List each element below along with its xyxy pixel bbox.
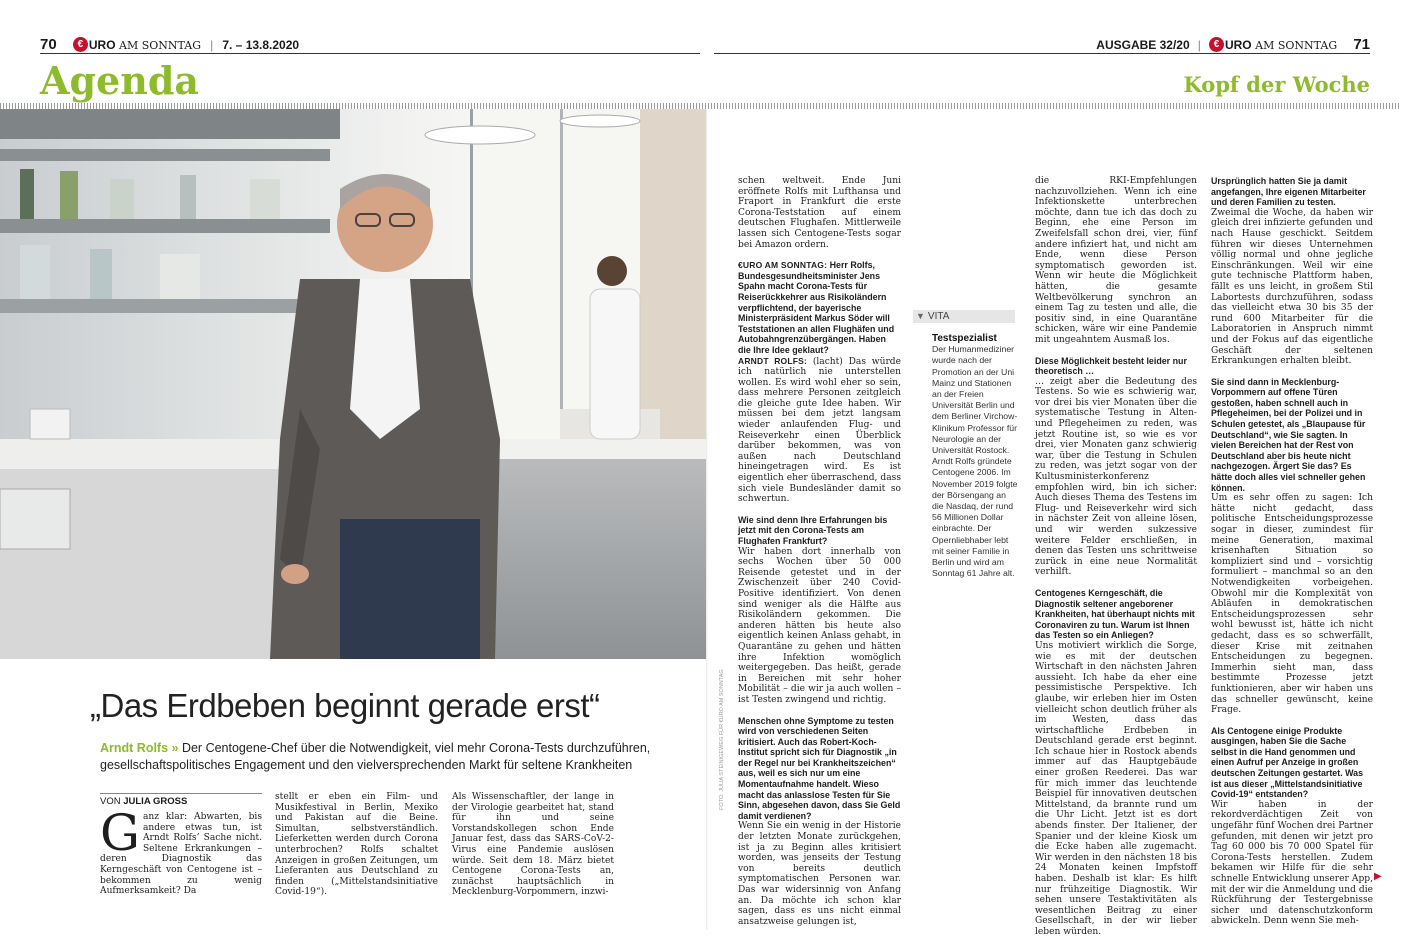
article-lead: Arndt Rolfs » Der Centogene-Chef über die Notwendigkeit, viel mehr Corona-Tests durchzuführen, gesellschaftspolitisches Engagement und den vielversprechenden Markt für seltene Krankheiten: [100, 741, 651, 772]
article-column-6: Ursprünglich hatten Sie ja damit angefangen, Ihre eigenen Mitarbeiter und deren Familien zu testen. Zweimal die Woche, da haben wir gleich drei infizierte gefunden und nach Hause geschickt. Seitdem führen wir dieses Unternehmen völlig normal und ohne jegliche Einschränkungen. Weil wir eine gute technische Plattform haben, fällt es uns leicht, in großem Stil Labortests durchzuführen, sodass das vielleicht etwa 30 bis 35 der rund 600 Mitarbeiter für die Laboratorien in Anspruch nimmt und der Fokus auf das eigentliche Geschäft der seltenen Erkrankungen erhalten bleibt. Sie sind dann in Mecklenburg-Vorpommern auf offene Türen gestoßen, haben schnell auch in Pflegeheimen, bei der Polizei und in Schulen getestet, als „Blaupause für Deutschland“, wie Sie sagten. In vielen Bereichen hat der Rest von Deutschland aber bis heute nicht nachgezogen. Ärgert Sie das? Es hätte doch alles viel schneller gehen können. Um es sehr offen zu sagen: Ich hätte nicht gedacht, dass politische Entscheidungsprozesse sogar in dieser, zumindest für meine Generation, maximal krisenhaften Situation so kompliziert sind und – vorsichtig formuliert – manchmal so an den Notwendigkeiten vorbeigehen. Obwohl mir die Komplexität von Abläufen in demokratischen Entscheidungsprozessen sehr wohl bewusst ist, hätte ich nicht gedacht, dass es so schwerfällt, dieser Krise mit zeitnahen Entscheidungen zu begegnen. Immerhin sieht man, dass bestimmte Prozesse jetzt funktionieren, aber wir haben uns das schneller gewünscht, keine Frage. Als Centogene einige Produkte ausgingen, haben Sie die Sache selbst in die Hand genommen und einen Aufruf per Anzeige in großen deutschen Zeitungen gestartet. Was ist aus dieser „Mittelstandsinitiative Covid-19“ entstanden? Wir haben in der rekordverdächtigen Zeit von ungefähr fünf Wochen drei Partner gefunden, mit denen wir jetzt pro Tag 60 000 bis 70 000 Spatel für Corona-Tests herstellen. Zudem bekamen wir Hilfe für die sehr schnelle Entwicklung unserer App, mit der wir die Anmeldung und die Rückführung der Testergebnisse sicher und datenschutzkonform abwickeln. Denn wenn Sie meh-: [1211, 176, 1373, 927]
article-column-3: Als Wissenschaftler, der lange in der Virologie gearbeitet hat, stand für ihn und seine Vorstandskollegen schon Ende Januar fest, dass das SARS-CoV-2-Virus eine Pandemie auslösen würde. Seit dem 18. März bietet Centogene Corona-Tests an, zunächst hauptsächlich in Mecklenburg-Vorpommern, inzwi-: [452, 792, 614, 898]
article-column-1: Ganz klar: Abwarten, bis andere etwas tun, ist Arndt Rolfs’ Sache nicht. Seltene Erkrankungen – deren Diagnostik das Kerngeschäft von Centogene ist – bekommen zu wenig Aufmerksamkeit? Da: [100, 804, 262, 897]
issue-number: AUSGABE 32/20: [1096, 38, 1190, 52]
chevron-down-icon: ▼: [916, 311, 925, 321]
vita-label-bar: ▼ VITA: [913, 310, 1015, 323]
kicker-title: Kopf der Woche: [1183, 72, 1370, 97]
article-headline: „Das Erdbeben beginnt gerade erst“: [90, 687, 600, 724]
page-number-right: 71: [1353, 36, 1370, 53]
lab-portrait-image: [0, 109, 706, 659]
vita-box: [932, 333, 1018, 579]
issue-date: 7. – 13.8.2020: [222, 38, 300, 52]
right-header: AUSGABE 32/20 | € URO AM SONNTAG 71: [1096, 36, 1370, 53]
dropcap-letter: G: [100, 804, 140, 862]
article-column-5: die RKI-Empfehlungen nachzuvollziehen. Wenn ich eine Infektionskette unterbrechen möchte, dann tue ich das doch zu Beginn, ehe eine Person im Zweifelsfall schon drei, vier, fünf andere infiziert hat, und nicht am Ende, wenn diese Person symptomatisch geworden ist. Wenn wir heute die Möglichkeit hätten, die gesamte Weltbevölkerung synchron an einem Tag zu testen und alle, die positiv sind, in eine Quarantäne schicken, wäre wir eine Pandemie mit ungeahntem Ausmaß los. Diese Möglichkeit besteht leider nur theoretisch … … zeigt aber die Bedeutung des Testens. So wie es schwierig war, vor drei bis vier Monaten über die systematische Testung in Alten- und Pflegeheimen zu reden, was jetzt Routine ist, so wie es vor drei, vier Monaten ganz schwierig war, über die Testung in Schulen zu reden, was jetzt sogar von der Kultusministerkonferenz empfohlen wird, bin ich sicher: Auch dieses Thema des Testens im Flug- und Reiseverkehr wird sich in nächster Zeit von alleine lösen, und wir werden sukzessive weitere Felder erschließen, in denen das Testen uns schrittweise zurück in eine neue Normalität verhilft. Centogenes Kerngeschäft, die Diagnostik seltener angeborener Krankheiten, hat überhaupt nichts mit Coronaviren zu tun. Warum ist Ihnen das Testen so ein Anliegen? Uns motiviert wirklich die Sorge, wie es mit der deutschen Wirtschaft in den nächsten Jahren aussieht. Ich habe da eher eine pessimistische Perspektive. Ich glaube, wir erleben hier im Osten vielleicht schon deutlich früher als im Westen, dass das wirtschaftliche Erdbeben in Deutschland gerade erst beginnt. Ich schaue hier in Rostock abends immer auf das Hauptgebäude einer großen Reederei. Das war für mich immer das leuchtende Beispiel für innovativen deutschen Mittelstand, da brannte rund um die Uhr Licht. Jetzt ist es dort abends finster. Der Italiener, der Spanier und der kleine Kiosk um die Ecke haben alle zugemacht. Wir werden in den nächsten 18 bis 24 Monaten keinen Impfstoff haben. Deshalb ist klar: Es hilft nur frühzeitige Diagnostik. Wir sehen unsere Testaktivitäten als wesentlichen Beitrag zu einer Gesellschaft, in der wir lieber leben würden.: [1035, 176, 1197, 937]
portrait-photo: [0, 109, 706, 659]
spread-gutter: [706, 109, 708, 929]
photo-credit: FOTO: JULIA STEINIGEWEG FÜR €URO AM SONNTAG: [719, 669, 725, 810]
euro-logo-icon: €: [73, 37, 88, 52]
byline: VON JULIA GROSS: [100, 796, 188, 807]
byline-rule: [100, 793, 262, 794]
left-header: 70 € URO AM SONNTAG | 7. – 13.8.2020: [40, 36, 300, 53]
euro-logo-icon: €: [1209, 37, 1224, 52]
header-rule-right: [714, 53, 1370, 54]
continue-arrow-icon: ▶: [1374, 871, 1382, 882]
lead-name: Arndt Rolfs »: [100, 741, 179, 755]
article-column-2: stellt er eben ein Film- und Musikfestival in Berlin, Mexiko und Pakistan auf die Beine. Simultan, selbstverständlich. Lieferketten werden durch Corona unterbrochen? Rolfs schaltet Anzeigen in großen Zeitungen, um Lieferanten aus Deutschland zu finden („Mittelstandsinitiative Covid-19“).: [275, 792, 438, 898]
publication-logo-left: € URO AM SONNTAG: [73, 34, 206, 53]
header-rule-left: [40, 53, 700, 54]
vita-title: Testspezialist: [932, 333, 997, 344]
article-column-4: schen weltweit. Ende Juni eröffnete Rolfs mit Lufthansa und Fraport in Frankfurt die erste Corona-Teststation auf einem deutschen Flughafen. Mittlerweile lassen sich Centogene-Tests sogar bei Amazon ordern. €URO AM SONNTAG: Herr Rolfs, Bundesgesundheitsminister Jens Spahn macht Corona-Tests für Reiserückkehrer aus Risikoländern verpflichtend, der bayerische Ministerpräsident Markus Söder will Teststationen an allen Flughäfen und Autobahngrenzübergängen. Haben die Ihre Idee geklaut? ARNDT ROLFS: (lacht) Das würde ich natürlich nie unterstellen wollen. Es wird wohl eher so sein, dass mehrere Personen zeitgleich die gleiche gute Idee haben. Wir müssen bei dem jetzt langsam wieder anlaufenden Flug- und Reiseverkehr einen Überblick darüber bekommen, was von außen nach Deutschland hineingetragen wird. Es ist eigentlich eher überraschend, dass sich viele Bundesländer damit so schwertun. Wie sind denn Ihre Erfahrungen bis jetzt mit den Corona-Tests am Flughafen Frankfurt? Wir haben dort innerhalb von sechs Wochen über 50 000 Reisende getestet und in der Zwischenzeit über 240 Covid-Positive identifiziert. Von denen sind weniger als die Hälfte aus Risikoländern gekommen. Die anderen hätten bis heute also eigentlich keinen Anlass gehabt, in Quarantäne zu gehen und hätten ihre Infektion womöglich weitergegeben. Das heißt, gerade in Bereichen mit sehr hoher Mobilität – die wir ja auch wollen – ist Testen zwingend und richtig. Menschen ohne Symptome zu testen wird von verschiedenen Seiten kritisiert. Auch das Robert-Koch-Institut spricht sich für Diagnostik „in der Regel nur bei Krankheitszeichen“ aus, weil es sich nur um eine Momentaufnahme handelt. Wieso macht das anlasslose Testen für Sie Sinn, abgesehen davon, dass Sie Geld damit verdienen? Wenn Sie ein wenig in der Historie der letzten Monate zurückgehen, ist ja zu Beginn alles kritisiert worden, was jenseits der Testung von bereits deutlich symptomatischen Personen war. Das war widersinnig von Anfang an. Da möchte ich schon klar sagen, dass es uns nicht einmal ansatzweise gelungen ist,: [738, 176, 901, 927]
page-number-left: 70: [40, 36, 57, 53]
publication-logo-right: € URO AM SONNTAG: [1209, 34, 1342, 53]
section-title: Agenda: [40, 58, 200, 103]
vita-text: Der Humanmediziner wurde nach der Promotion an der Uni Mainz und Stationen an der Freien Universität Berlin und dem Berliner Virchow-Klinikum Professor für Neurologie an der Universität Rostock. Arndt Rolfs gründete Centogene 2006. Im November 2019 folgte der Börsengang an die Nasdaq, der rund 56 Millionen Dollar einbrachte. Der Opernliebhaber lebt mit seiner Familie in Berlin und wird am Sonntag 61 Jahre alt.: [932, 344, 1018, 579]
